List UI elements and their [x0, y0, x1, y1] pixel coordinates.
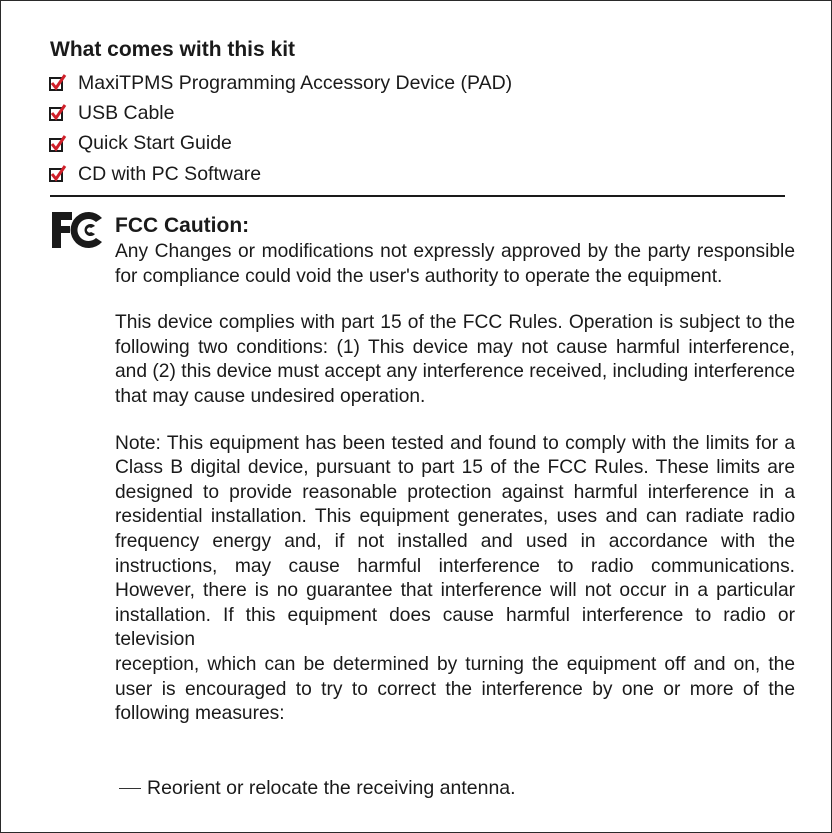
fcc-paragraph-continuation: reception, which can be determined by turning the equipment off and on, the user is encouraged to try to correct the interference by one or more of the following measures:	[115, 653, 795, 725]
checkbox-checked-icon	[49, 165, 67, 183]
list-item	[49, 98, 512, 128]
measure-item	[119, 777, 516, 800]
fcc-paragraph-part15: This device complies with part 15 of the FCC Rules. Operation is subject to the following two conditions: (1) This device may not cause harmful interference, and (2) this device must accept any interference received, including interference that may cause undesired operation.	[115, 312, 795, 407]
section-divider	[50, 195, 785, 197]
kit-contents-list	[49, 68, 512, 189]
fcc-paragraph-note: Note: This equipment has been tested and found to comply with the limits for a Class B digital device, pursuant to part 15 of the FCC Rules. These limits are designed to provide reasonable protection against harmful interference in a residential installation. This equipment generates, uses and can radiate radio frequency energy and, if not installed and used in accordance with the instructions, may cause harmful interference to radio communications. However, there is no guarantee that interference will not occur in a particular installation. If this equipment does cause harmful interference to radio or television	[115, 432, 795, 651]
checkbox-checked-icon	[49, 135, 67, 153]
kit-item-label: CD with PC Software	[78, 162, 262, 185]
fcc-body	[115, 240, 795, 727]
measure-label: Reorient or relocate the receiving antenna.	[147, 777, 516, 799]
fcc-paragraph-modifications: Any Changes or modifications not expressly approved by the party responsible for compliance could void the user's authority to operate the equipment.	[115, 241, 795, 287]
checkbox-checked-icon	[49, 74, 67, 92]
dash-bullet-icon	[119, 788, 141, 789]
checkbox-checked-icon	[49, 104, 67, 122]
kit-item-label: MaxiTPMS Programming Accessory Device (PAD)	[78, 71, 513, 94]
kit-item-label: USB Cable	[78, 101, 175, 124]
list-item	[49, 68, 512, 98]
kit-item-label: Quick Start Guide	[78, 132, 232, 155]
kit-contents-heading: What comes with this kit	[50, 38, 296, 61]
fcc-logo-icon	[50, 210, 104, 250]
list-item	[49, 159, 512, 189]
list-item	[49, 129, 512, 159]
fcc-caution-heading: FCC Caution:	[115, 214, 250, 237]
